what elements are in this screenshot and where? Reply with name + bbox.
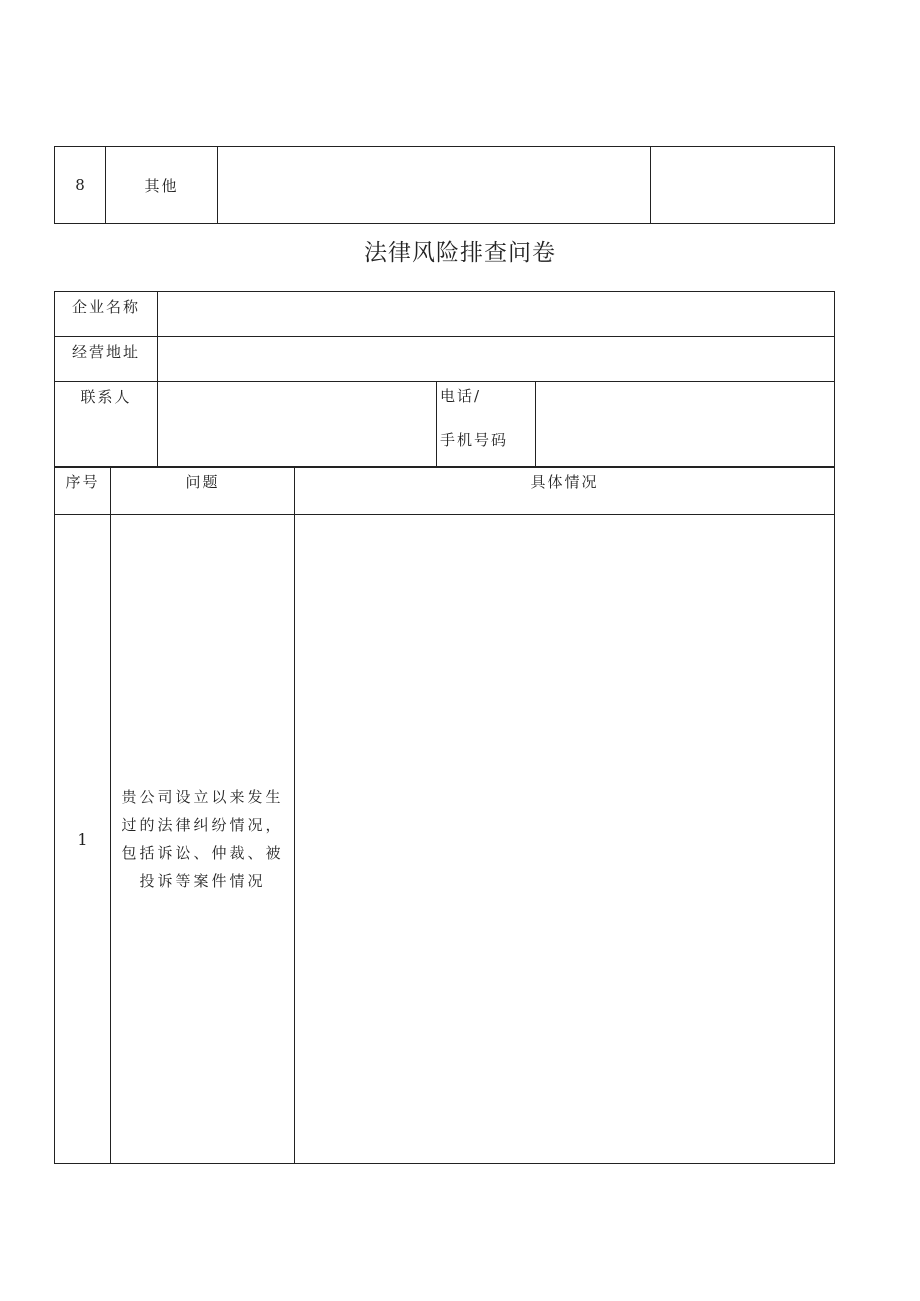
details-answer-cell[interactable] [295, 515, 835, 1164]
phone-label-line2: 手机号码 [440, 431, 509, 449]
address-row [55, 337, 835, 382]
table-row [55, 515, 835, 1164]
table-row [55, 147, 835, 224]
phone-label [437, 382, 536, 468]
previous-page-table-tail [54, 146, 835, 224]
row-note-cell[interactable] [651, 147, 835, 224]
contact-label: 联系人 [55, 382, 158, 468]
address-field[interactable] [158, 337, 835, 382]
header-row [55, 467, 835, 515]
row-label: 其他 [106, 147, 218, 224]
header-question: 问题 [111, 467, 295, 515]
contact-field[interactable] [158, 382, 437, 468]
company-info-table [54, 291, 835, 468]
question-number: 1 [55, 515, 111, 1164]
company-name-row [55, 292, 835, 337]
company-name-field[interactable] [158, 292, 835, 337]
phone-field[interactable] [536, 382, 835, 468]
address-label: 经营地址 [55, 337, 158, 382]
header-details: 具体情况 [295, 467, 835, 515]
header-number: 序号 [55, 467, 111, 515]
contact-row [55, 382, 835, 468]
page-title: 法律风险排查问卷 [364, 240, 556, 266]
row-content-cell[interactable] [218, 147, 651, 224]
company-name-label: 企业名称 [55, 292, 158, 337]
question-text: 贵公司设立以来发生过的法律纠纷情况，包括诉讼、仲裁、被投诉等案件情况 [111, 515, 295, 1164]
questionnaire-table [54, 466, 835, 1164]
row-number: 8 [55, 147, 106, 224]
phone-label-line1: 电话/ [440, 387, 482, 405]
